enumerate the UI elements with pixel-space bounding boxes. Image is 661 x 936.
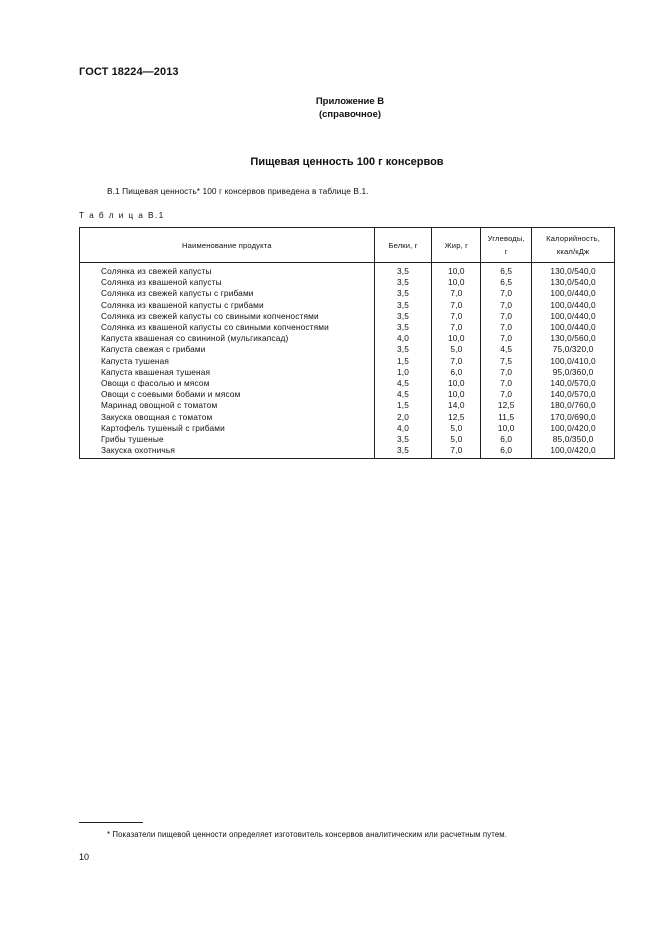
cell-energy: 100,0/420,0 (532, 445, 615, 459)
cell-product-name: Капуста квашеная тушеная (80, 367, 375, 378)
cell-protein: 3,5 (374, 344, 432, 355)
table-row (80, 333, 615, 344)
cell-product-name: Овощи с соевыми бобами и мясом (80, 389, 375, 400)
cell-fat: 7,0 (432, 300, 481, 311)
table-body (80, 263, 615, 459)
cell-fat: 10,0 (432, 277, 481, 288)
cell-protein: 3,5 (374, 434, 432, 445)
cell-energy: 100,0/440,0 (532, 322, 615, 333)
table-row (80, 412, 615, 423)
cell-carbs: 7,0 (481, 288, 532, 299)
header-carbs-line1: Углеводы, (487, 234, 525, 243)
cell-protein: 4,5 (374, 389, 432, 400)
cell-energy: 130,0/560,0 (532, 333, 615, 344)
cell-energy: 100,0/440,0 (532, 300, 615, 311)
cell-product-name: Закуска овощная с томатом (80, 412, 375, 423)
cell-fat: 7,0 (432, 356, 481, 367)
table-header-row (80, 228, 615, 263)
cell-fat: 10,0 (432, 333, 481, 344)
cell-carbs: 6,5 (481, 263, 532, 278)
cell-carbs: 6,0 (481, 445, 532, 459)
table-row (80, 423, 615, 434)
cell-carbs: 4,5 (481, 344, 532, 355)
cell-protein: 3,5 (374, 445, 432, 459)
cell-product-name: Закуска охотничья (80, 445, 375, 459)
cell-energy: 100,0/440,0 (532, 288, 615, 299)
table-row (80, 344, 615, 355)
cell-fat: 10,0 (432, 389, 481, 400)
header-energy (532, 228, 615, 263)
nutrition-table (79, 227, 615, 459)
cell-energy: 100,0/420,0 (532, 423, 615, 434)
document-header: ГОСТ 18224—2013 (79, 66, 179, 78)
cell-energy: 100,0/410,0 (532, 356, 615, 367)
header-fat: Жир, г (432, 228, 481, 263)
cell-energy: 95,0/360,0 (532, 367, 615, 378)
header-carbs (481, 228, 532, 263)
table-row (80, 277, 615, 288)
header-carbs-line2: г (504, 247, 508, 256)
footnote-divider (79, 822, 143, 823)
footnote: * Показатели пищевой ценности определяет изготовитель консервов аналитическим или расчетным путем. (107, 830, 507, 839)
cell-fat: 14,0 (432, 400, 481, 411)
cell-product-name: Капуста свежая с грибами (80, 344, 375, 355)
cell-product-name: Маринад овощной с томатом (80, 400, 375, 411)
cell-protein: 3,5 (374, 322, 432, 333)
cell-protein: 1,5 (374, 400, 432, 411)
cell-product-name: Овощи с фасолью и мясом (80, 378, 375, 389)
cell-energy: 100,0/440,0 (532, 311, 615, 322)
cell-fat: 12,5 (432, 412, 481, 423)
table-row (80, 367, 615, 378)
table-row (80, 389, 615, 400)
cell-product-name: Солянка из квашеной капусты с грибами (80, 300, 375, 311)
cell-product-name: Картофель тушеный с грибами (80, 423, 375, 434)
cell-protein: 3,5 (374, 277, 432, 288)
page-number: 10 (79, 852, 90, 862)
cell-protein: 3,5 (374, 311, 432, 322)
cell-fat: 10,0 (432, 378, 481, 389)
table-row (80, 311, 615, 322)
table-row (80, 300, 615, 311)
table-row (80, 434, 615, 445)
cell-fat: 6,0 (432, 367, 481, 378)
header-energy-line2: ккал/кДж (556, 247, 590, 256)
cell-carbs: 7,0 (481, 322, 532, 333)
table-row (80, 288, 615, 299)
table-row (80, 322, 615, 333)
cell-protein: 1,5 (374, 356, 432, 367)
cell-protein: 4,0 (374, 423, 432, 434)
cell-carbs: 11,5 (481, 412, 532, 423)
cell-carbs: 7,0 (481, 333, 532, 344)
cell-product-name: Грибы тушеные (80, 434, 375, 445)
cell-energy: 170,0/690,0 (532, 412, 615, 423)
header-protein: Белки, г (374, 228, 432, 263)
cell-carbs: 10,0 (481, 423, 532, 434)
table-row (80, 378, 615, 389)
cell-carbs: 7,5 (481, 356, 532, 367)
cell-carbs: 6,5 (481, 277, 532, 288)
cell-energy: 180,0/760,0 (532, 400, 615, 411)
cell-carbs: 12,5 (481, 400, 532, 411)
cell-carbs: 7,0 (481, 300, 532, 311)
cell-carbs: 7,0 (481, 378, 532, 389)
appendix-subtitle: (справочное) (318, 109, 382, 120)
cell-energy: 130,0/540,0 (532, 277, 615, 288)
cell-protein: 3,5 (374, 288, 432, 299)
cell-fat: 10,0 (432, 263, 481, 278)
cell-energy: 85,0/350,0 (532, 434, 615, 445)
header-energy-line1: Калорийность, (546, 234, 600, 243)
cell-energy: 140,0/570,0 (532, 389, 615, 400)
cell-fat: 5,0 (432, 344, 481, 355)
cell-energy: 130,0/540,0 (532, 263, 615, 278)
cell-protein: 4,0 (374, 333, 432, 344)
table-row (80, 400, 615, 411)
section-title: Пищевая ценность 100 г консервов (250, 156, 444, 168)
appendix-title: Приложение В (315, 96, 385, 107)
cell-energy: 75,0/320,0 (532, 344, 615, 355)
cell-carbs: 6,0 (481, 434, 532, 445)
cell-carbs: 7,0 (481, 389, 532, 400)
intro-paragraph: В.1 Пищевая ценность* 100 г консервов приведена в таблице В.1. (107, 186, 369, 196)
cell-product-name: Капуста тушеная (80, 356, 375, 367)
cell-carbs: 7,0 (481, 367, 532, 378)
cell-product-name: Капуста квашеная со свининой (мульгикапсад) (80, 333, 375, 344)
cell-energy: 140,0/570,0 (532, 378, 615, 389)
table-caption: Т а б л и ц а В.1 (79, 210, 165, 220)
header-product-name: Наименование продукта (80, 228, 375, 263)
cell-protein: 4,5 (374, 378, 432, 389)
cell-product-name: Солянка из свежей капусты (80, 263, 375, 278)
table-row (80, 356, 615, 367)
cell-product-name: Солянка из квашеной капусты со свиными копченостями (80, 322, 375, 333)
cell-fat: 7,0 (432, 311, 481, 322)
cell-fat: 5,0 (432, 434, 481, 445)
cell-carbs: 7,0 (481, 311, 532, 322)
table-row (80, 445, 615, 459)
cell-product-name: Солянка из свежей капусты с грибами (80, 288, 375, 299)
cell-fat: 7,0 (432, 445, 481, 459)
cell-fat: 5,0 (432, 423, 481, 434)
cell-fat: 7,0 (432, 288, 481, 299)
cell-product-name: Солянка из свежей капусты со свиными копченостями (80, 311, 375, 322)
cell-protein: 3,5 (374, 263, 432, 278)
cell-protein: 2,0 (374, 412, 432, 423)
table-row (80, 263, 615, 278)
cell-protein: 3,5 (374, 300, 432, 311)
cell-protein: 1,0 (374, 367, 432, 378)
cell-product-name: Солянка из квашеной капусты (80, 277, 375, 288)
cell-fat: 7,0 (432, 322, 481, 333)
